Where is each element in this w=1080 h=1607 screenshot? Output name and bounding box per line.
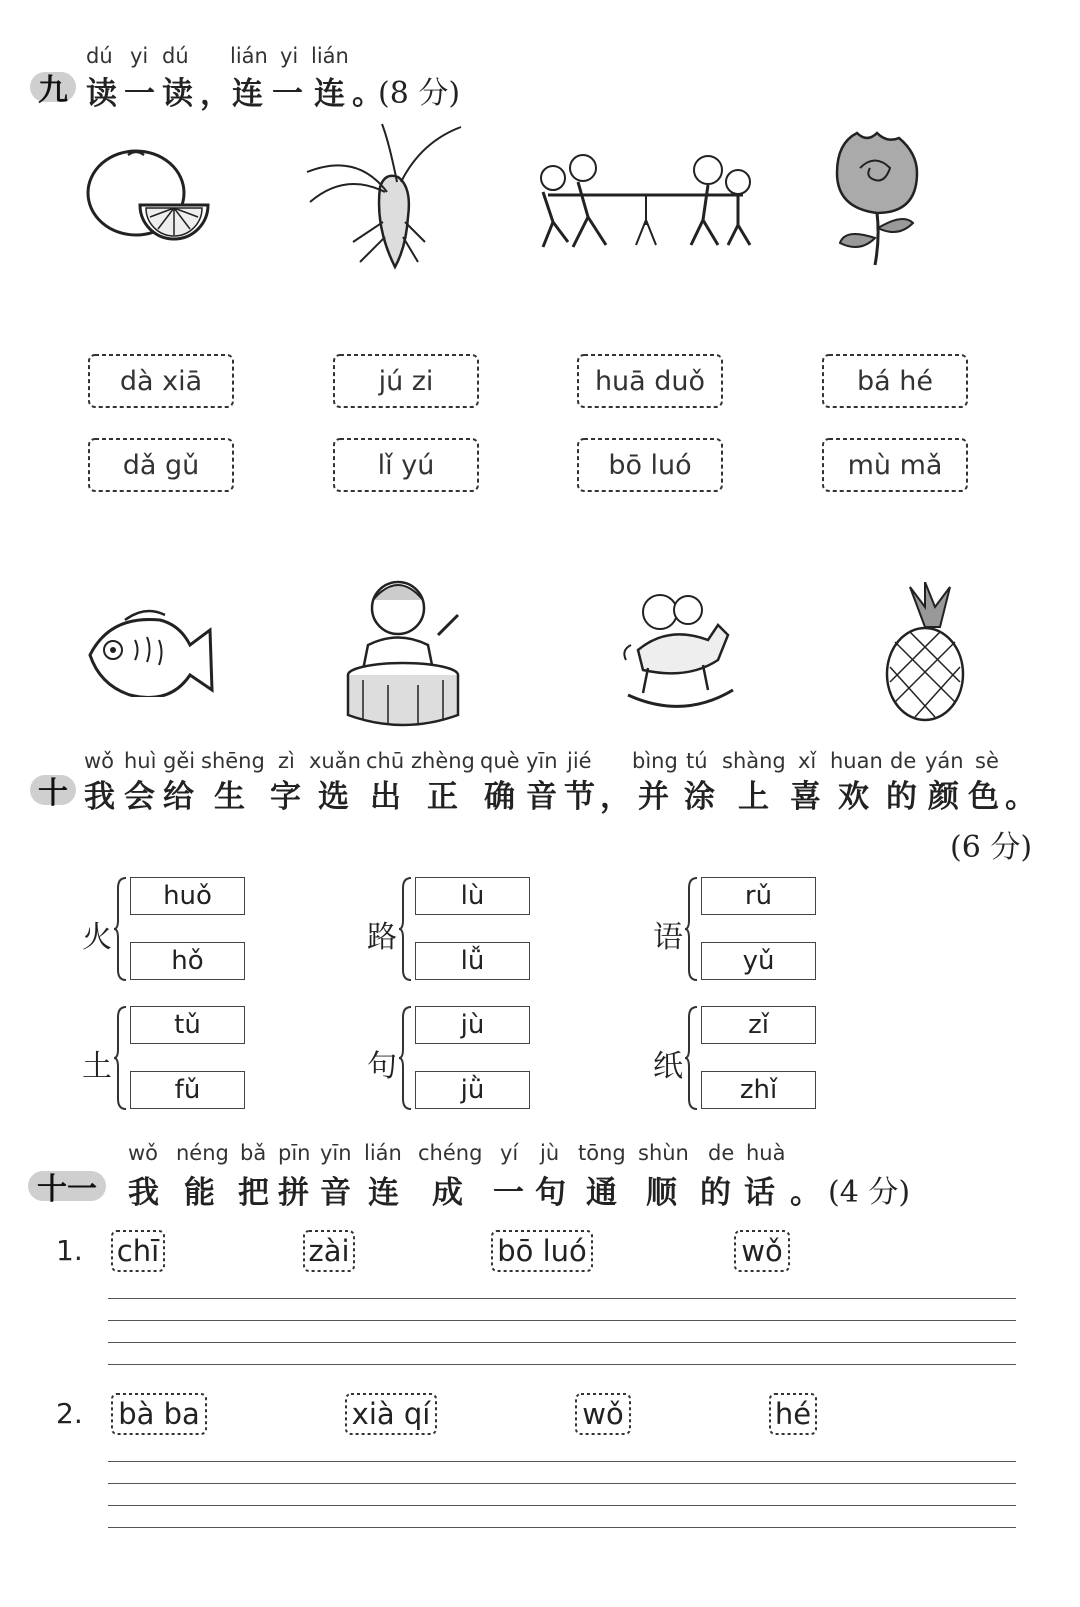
title-char: 给 bbox=[163, 779, 194, 815]
pinyin: bǎ bbox=[240, 1141, 267, 1165]
pinyin-option[interactable]: yǔ bbox=[701, 942, 816, 980]
word-card[interactable] bbox=[86, 352, 236, 410]
character: 句 bbox=[367, 1049, 397, 1084]
title-char: 正 bbox=[427, 779, 458, 815]
title-char: 句 bbox=[535, 1175, 566, 1211]
title-char: 我 bbox=[128, 1175, 159, 1211]
title-char: 生 bbox=[214, 779, 245, 815]
question-number: 1. bbox=[56, 1234, 83, 1267]
title-char: 我 bbox=[84, 779, 115, 815]
pinyin: huà bbox=[746, 1141, 786, 1165]
pinyin-option[interactable]: lù bbox=[415, 877, 530, 915]
pinyin-word[interactable]: zài bbox=[302, 1229, 356, 1273]
word-card[interactable] bbox=[820, 436, 970, 494]
pinyin: tú bbox=[686, 749, 708, 773]
section-number: 十 bbox=[30, 771, 76, 809]
pinyin-word[interactable]: wǒ bbox=[733, 1229, 791, 1273]
pinyin: huan bbox=[830, 749, 883, 773]
title-char: 连 bbox=[368, 1175, 399, 1211]
score: (8 分) bbox=[378, 76, 461, 111]
word-card[interactable] bbox=[86, 436, 236, 494]
section-number: 十一 bbox=[28, 1167, 106, 1205]
word-card[interactable] bbox=[820, 352, 970, 410]
title-char: 。 bbox=[1005, 779, 1036, 815]
pinyin: shēng bbox=[201, 749, 265, 773]
pinyin: tōng bbox=[578, 1141, 626, 1165]
word-card-label: dà xiā bbox=[119, 365, 203, 397]
pinyin: lián bbox=[311, 44, 349, 68]
pinyin: pīn bbox=[278, 1141, 311, 1165]
pinyin: lián bbox=[364, 1141, 402, 1165]
title-char: 并 bbox=[638, 779, 669, 815]
writing-line[interactable] bbox=[108, 1483, 1016, 1484]
tug-of-war-icon[interactable] bbox=[528, 150, 763, 255]
pinyin: dú bbox=[86, 44, 113, 68]
title-char: 涂 bbox=[684, 779, 715, 815]
title-char: 把 bbox=[238, 1175, 269, 1211]
title-char: 音 bbox=[320, 1175, 351, 1211]
title-char: 上 bbox=[738, 779, 769, 815]
pinyin: chū bbox=[366, 749, 405, 773]
character: 土 bbox=[82, 1049, 112, 1084]
title-char: 一 bbox=[272, 76, 303, 112]
pinyin-word[interactable]: wǒ bbox=[574, 1392, 632, 1436]
pinyin: xǐ bbox=[798, 749, 817, 773]
word-card[interactable] bbox=[331, 352, 481, 410]
pinyin: yīn bbox=[320, 1141, 352, 1165]
pinyin-option[interactable]: jù bbox=[415, 1006, 530, 1044]
character: 路 bbox=[367, 920, 397, 955]
pinyin: yīn bbox=[526, 749, 558, 773]
title-char: 连 bbox=[314, 76, 345, 112]
carp-fish-icon[interactable] bbox=[85, 605, 220, 697]
title-char: 成 bbox=[432, 1175, 463, 1211]
title-char: 出 bbox=[370, 779, 401, 815]
title-char: 的 bbox=[886, 779, 917, 815]
word-card-label: bá hé bbox=[857, 365, 933, 397]
word-card-label: lǐ yú bbox=[377, 449, 435, 481]
pinyin-word[interactable]: bō luó bbox=[490, 1229, 594, 1273]
word-card-label: mù mǎ bbox=[847, 449, 943, 481]
lobster-icon[interactable] bbox=[305, 122, 465, 272]
brace-icon bbox=[114, 876, 128, 982]
pinyin: xuǎn bbox=[309, 749, 361, 773]
brace-icon bbox=[399, 1005, 413, 1111]
score: (4 分) bbox=[828, 1175, 911, 1210]
title-char: 读 bbox=[162, 76, 193, 112]
pinyin-option[interactable]: lǚ bbox=[415, 942, 530, 980]
drummer-boy-icon[interactable] bbox=[343, 570, 471, 730]
title-char: 一 bbox=[493, 1175, 524, 1211]
title-char: 话 bbox=[744, 1175, 775, 1211]
word-card-label: dǎ gǔ bbox=[122, 449, 200, 481]
pinyin: chéng bbox=[418, 1141, 483, 1165]
title-char: ， bbox=[200, 76, 231, 112]
title-char: 颜 bbox=[928, 779, 959, 815]
character: 语 bbox=[653, 920, 683, 955]
title-char: 能 bbox=[184, 1175, 215, 1211]
title-char: 。 bbox=[352, 76, 383, 112]
pinyin-option[interactable]: rǔ bbox=[701, 877, 816, 915]
pinyin-word[interactable]: hé bbox=[768, 1392, 818, 1436]
word-card-label: jú zi bbox=[378, 365, 434, 397]
writing-line[interactable] bbox=[108, 1320, 1016, 1321]
section-number: 九 bbox=[30, 68, 76, 106]
title-char: 读 bbox=[86, 76, 117, 112]
writing-line[interactable] bbox=[108, 1527, 1016, 1528]
pinyin: jù bbox=[540, 1141, 560, 1165]
pinyin: zhèng bbox=[411, 749, 475, 773]
word-card[interactable] bbox=[575, 352, 725, 410]
pinyin: què bbox=[480, 749, 520, 773]
title-char: ， bbox=[600, 779, 631, 815]
pineapple-icon[interactable] bbox=[880, 582, 970, 722]
word-card-label: huā duǒ bbox=[594, 365, 706, 397]
pinyin: yí bbox=[500, 1141, 519, 1165]
title-char: 选 bbox=[318, 779, 349, 815]
word-card-label: bō luó bbox=[608, 449, 692, 481]
pinyin: zì bbox=[278, 749, 295, 773]
pinyin: jié bbox=[567, 749, 592, 773]
pinyin: gěi bbox=[163, 749, 196, 773]
word-card[interactable] bbox=[331, 436, 481, 494]
pinyin-option[interactable]: jǜ bbox=[415, 1071, 530, 1109]
brace-icon bbox=[399, 876, 413, 982]
pinyin-option[interactable]: tǔ bbox=[130, 1006, 245, 1044]
pinyin: shàng bbox=[722, 749, 786, 773]
pinyin: néng bbox=[176, 1141, 229, 1165]
score: (6 分) bbox=[950, 830, 1033, 865]
brace-icon bbox=[114, 1005, 128, 1111]
pinyin: huì bbox=[124, 749, 157, 773]
title-char: 顺 bbox=[646, 1175, 677, 1211]
title-char: 会 bbox=[124, 779, 155, 815]
pinyin-option[interactable]: hǒ bbox=[130, 942, 245, 980]
pinyin: sè bbox=[975, 749, 999, 773]
pinyin: dú bbox=[162, 44, 189, 68]
rocking-horse-icon[interactable] bbox=[618, 580, 736, 720]
title-char: 节 bbox=[564, 779, 595, 815]
pinyin: shùn bbox=[638, 1141, 689, 1165]
title-char: 字 bbox=[270, 779, 301, 815]
character: 火 bbox=[82, 920, 112, 955]
pinyin: de bbox=[890, 749, 917, 773]
orange-icon[interactable] bbox=[84, 145, 214, 245]
pinyin: de bbox=[708, 1141, 735, 1165]
title-char: 喜 bbox=[790, 779, 821, 815]
title-char: 拼 bbox=[278, 1175, 309, 1211]
pinyin-option[interactable]: huǒ bbox=[130, 877, 245, 915]
title-char: 的 bbox=[700, 1175, 731, 1211]
pinyin-option[interactable]: zǐ bbox=[701, 1006, 816, 1044]
pinyin: bìng bbox=[632, 749, 678, 773]
pinyin: lián bbox=[230, 44, 268, 68]
pinyin: yi bbox=[130, 44, 149, 68]
rose-icon[interactable] bbox=[830, 128, 925, 268]
writing-line[interactable] bbox=[108, 1505, 1016, 1506]
title-char: 一 bbox=[124, 76, 155, 112]
brace-icon bbox=[685, 1005, 699, 1111]
pinyin: yán bbox=[925, 749, 964, 773]
writing-line[interactable] bbox=[108, 1342, 1016, 1343]
title-char: 色 bbox=[968, 779, 999, 815]
pinyin-word[interactable]: xià qí bbox=[344, 1392, 438, 1436]
pinyin: wǒ bbox=[128, 1141, 159, 1165]
character: 纸 bbox=[653, 1049, 683, 1084]
word-card[interactable] bbox=[575, 436, 725, 494]
title-char: 通 bbox=[586, 1175, 617, 1211]
brace-icon bbox=[685, 876, 699, 982]
pinyin-word[interactable]: bà ba bbox=[110, 1392, 208, 1436]
writing-line[interactable] bbox=[108, 1298, 1016, 1299]
pinyin-option[interactable]: zhǐ bbox=[701, 1071, 816, 1109]
title-char: 。 bbox=[790, 1175, 821, 1211]
title-char: 音 bbox=[526, 779, 557, 815]
question-number: 2. bbox=[56, 1397, 83, 1430]
title-char: 确 bbox=[484, 779, 515, 815]
pinyin-word[interactable]: chī bbox=[110, 1229, 166, 1273]
title-char: 欢 bbox=[838, 779, 869, 815]
pinyin-option[interactable]: fǔ bbox=[130, 1071, 245, 1109]
title-char: 连 bbox=[232, 76, 263, 112]
writing-line[interactable] bbox=[108, 1461, 1016, 1462]
writing-line[interactable] bbox=[108, 1364, 1016, 1365]
pinyin: wǒ bbox=[84, 749, 115, 773]
pinyin: yi bbox=[280, 44, 299, 68]
